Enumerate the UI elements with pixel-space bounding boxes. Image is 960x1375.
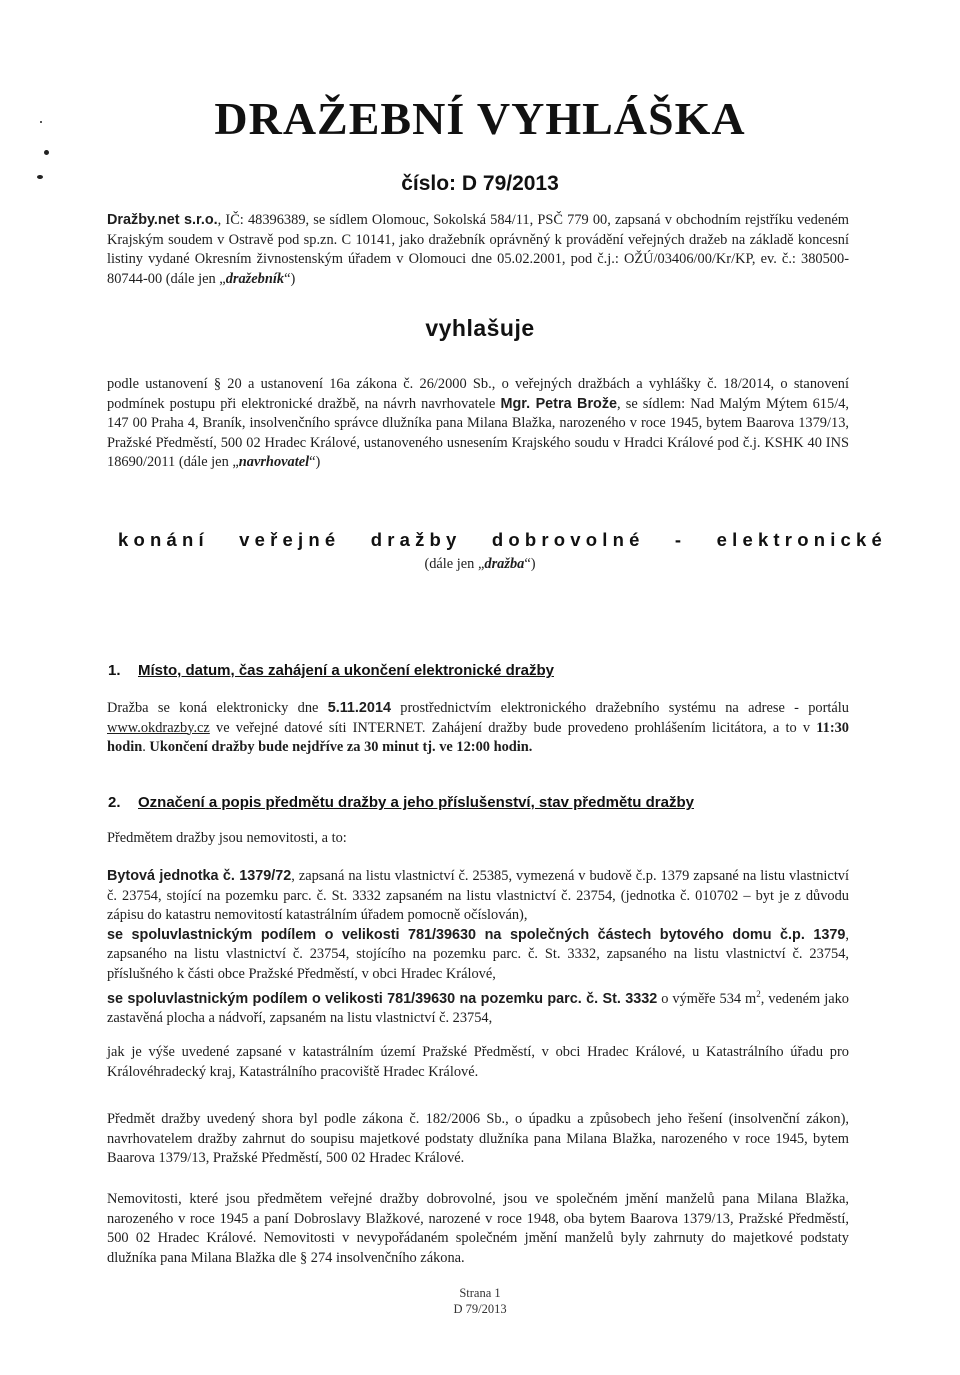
intro-paragraph xyxy=(107,211,849,289)
company-name: Dražby.net s.r.o. xyxy=(107,212,218,228)
defined-term-proposer: navrhovatel xyxy=(238,454,310,471)
share-1-text: , zapsaného na listu vlastnictví č. 23754, stojícího na pozemku parc. č. St. 3332, zapsaného na listu vlastnictví č. 23754, příslušného k části obce Pražské Předměstí, v obci Hradec Králové, xyxy=(107,926,849,982)
s1-text-2: prostřednictvím elektronického dražebního systému na adrese - portálu xyxy=(390,700,849,716)
basis-paragraph xyxy=(107,375,849,473)
section-1-heading xyxy=(108,662,554,679)
proposer-name: Mgr. Petra Brože xyxy=(500,395,618,412)
basis-text-3: “) xyxy=(309,454,321,471)
intro-text-1: , IČ: 48396389, se sídlem Olomouc, Sokolská 584/11, PSČ 779 00, zapsaná v obchodním rejstříku vedeném Krajským soudem v Ostravě pod sp.zn. C 10141, jako dražebník oprávněný k provádění veřejných dražeb na základě koncesní listiny vydané Okresním živnostenským úřadem v Olomouci dne 05.02.2001, pod č.j.: OŽÚ/03406/00/Kr/KP, ev. č.: 380500-80744-00 (dále jen „ xyxy=(107,212,850,287)
section-1-paragraph xyxy=(107,699,849,758)
property-description xyxy=(107,867,849,1029)
document-title: DRAŽEBNÍ VYHLÁŠKA xyxy=(214,93,746,144)
basis-text-2: , se sídlem: Nad Malým Mýtem 615/4, 147 00 Praha 4, Braník, insolvenčního správce dlužníka pana Milana Blažka, narozeného v roce 1945, bytem Baarova 1379/13, Pražské Předměstí, 500 02 Hradec Králové, ustanoveného usnesením Krajského soudu v Hradci Králové pod č.j. KSHK 40 INS 18690/2011 (dále jen „ xyxy=(107,395,849,471)
scan-speck xyxy=(44,150,49,155)
document-number: číslo: D 79/2013 xyxy=(401,172,559,195)
share-1: se spoluvlastnickým podílem o velikosti 781/39630 na společných částech bytového domu č.p. 1379 xyxy=(107,926,846,943)
portal-link[interactable]: www.okdrazby.cz xyxy=(107,719,210,736)
s1-text-4: . xyxy=(142,739,150,756)
start-time: 11:30 hodin xyxy=(107,719,849,756)
square-sup: 2 xyxy=(756,988,761,999)
auction-sub-text-2: “) xyxy=(524,556,536,572)
section-1-title: Místo, datum, čas zahájení a ukončení elektronické dražby xyxy=(138,662,554,679)
basis-text-1: podle ustanovení § 20 a ustanovení 16a zákona č. 26/2000 Sb., o veřejných dražbách a vyhlášky č. 18/2014, o stanovení podmínek postupu při elektronické dražbě, na návrh navrhovatele xyxy=(107,376,849,412)
auction-date: 5.11.2014 xyxy=(327,700,391,716)
auction-sub-text-1: (dále jen „ xyxy=(424,556,485,572)
defined-term-auctioneer: dražebník xyxy=(225,270,285,287)
joint-property-paragraph: Nemovitosti, které jsou předmětem veřejné dražby dobrovolné, jsou ve společném jmění manželů pana Milana Blažka, narozeného v roce 1945 a paní Dobroslavy Blažkové, narozené v roce 1948, oba bytem Baarova 1379/13, Pražské Předměstí, 500 02 Hradec Králové. Nemovitosti v nevypořádaném společném jmění manželů byly zahrnuty do majetkové podstaty dlužníka pana Milana Blažka dle § 274 insolvenčního zákona. xyxy=(107,1191,849,1266)
cadastre-paragraph: jak je výše uvedené zapsané v katastrálním území Pražské Předměstí, v obci Hradec Králové, u Katastrálního úřadu pro Královéhradecký kraj, Katastrálního pracoviště Hradec Králové. xyxy=(107,1044,849,1080)
insolvency-paragraph: Předmět dražby uvedený shora byl podle zákona č. 182/2006 Sb., o úpadku a způsobech jeho řešení (insolvenční zákon), navrhovatelem dražby zahrnut do soupisu majetkové podstaty dlužníka pana Milana Blažka, narozeného v roce 1945, bytem Baarova 1379/13, Pražské Předměstí, 500 02 Hradec Králové. xyxy=(107,1111,849,1167)
section-1-number: 1. xyxy=(108,662,121,679)
unit-text: , zapsaná na listu vlastnictví č. 25385, vymezená v budově č.p. 1379 zapsané na listu vlastnictví č. 23754, stojící na pozemku parc. č. St. 3332 zapsaném na listu vlastnictví č. 23754, (jednotka č. 010702 – byt je z důvodu zápisu do katastru nemovitostí katastrálním úřadem pomocně očíslován), xyxy=(107,868,850,924)
announces-heading: vyhlašuje xyxy=(425,315,535,341)
intro-text-2: “) xyxy=(284,270,296,287)
end-time: Ukončení dražby bude nejdříve za 30 minut tj. ve 12:00 hodin. xyxy=(149,739,533,756)
section-2-number: 2. xyxy=(108,794,121,811)
s1-text-3: ve veřejné datové síti INTERNET. Zahájení dražby bude provedeno prohlášením licitátora, a to v xyxy=(209,719,817,736)
unit-id: Bytová jednotka č. 1379/72 xyxy=(107,868,292,884)
share-2: se spoluvlastnickým podílem o velikosti 781/39630 na pozemku parc. č. St. 3332 xyxy=(107,990,658,1007)
section-2-heading xyxy=(108,794,694,811)
footer-document-number: D 79/2013 xyxy=(453,1302,507,1316)
section-2-title: Označení a popis předmětu dražby a jeho příslušenství, stav předmětu dražby xyxy=(138,794,694,811)
section-2-lead: Předmětem dražby jsou nemovitosti, a to: xyxy=(107,830,347,846)
auction-heading: konání veřejné dražby dobrovolné - elektronické xyxy=(118,529,887,550)
defined-term-auction: dražba xyxy=(484,556,525,572)
share-2-text-2: , vedeném jako zastavěná plocha a nádvoří, zapsaném na listu vlastnictví č. 23754, xyxy=(107,990,849,1026)
auction-subheading xyxy=(0,556,960,573)
page-number: Strana 1 xyxy=(459,1286,501,1300)
s1-text-1: Dražba se koná elektronicky dne xyxy=(107,700,328,716)
share-2-text-1: o výměře 534 m xyxy=(657,990,757,1007)
